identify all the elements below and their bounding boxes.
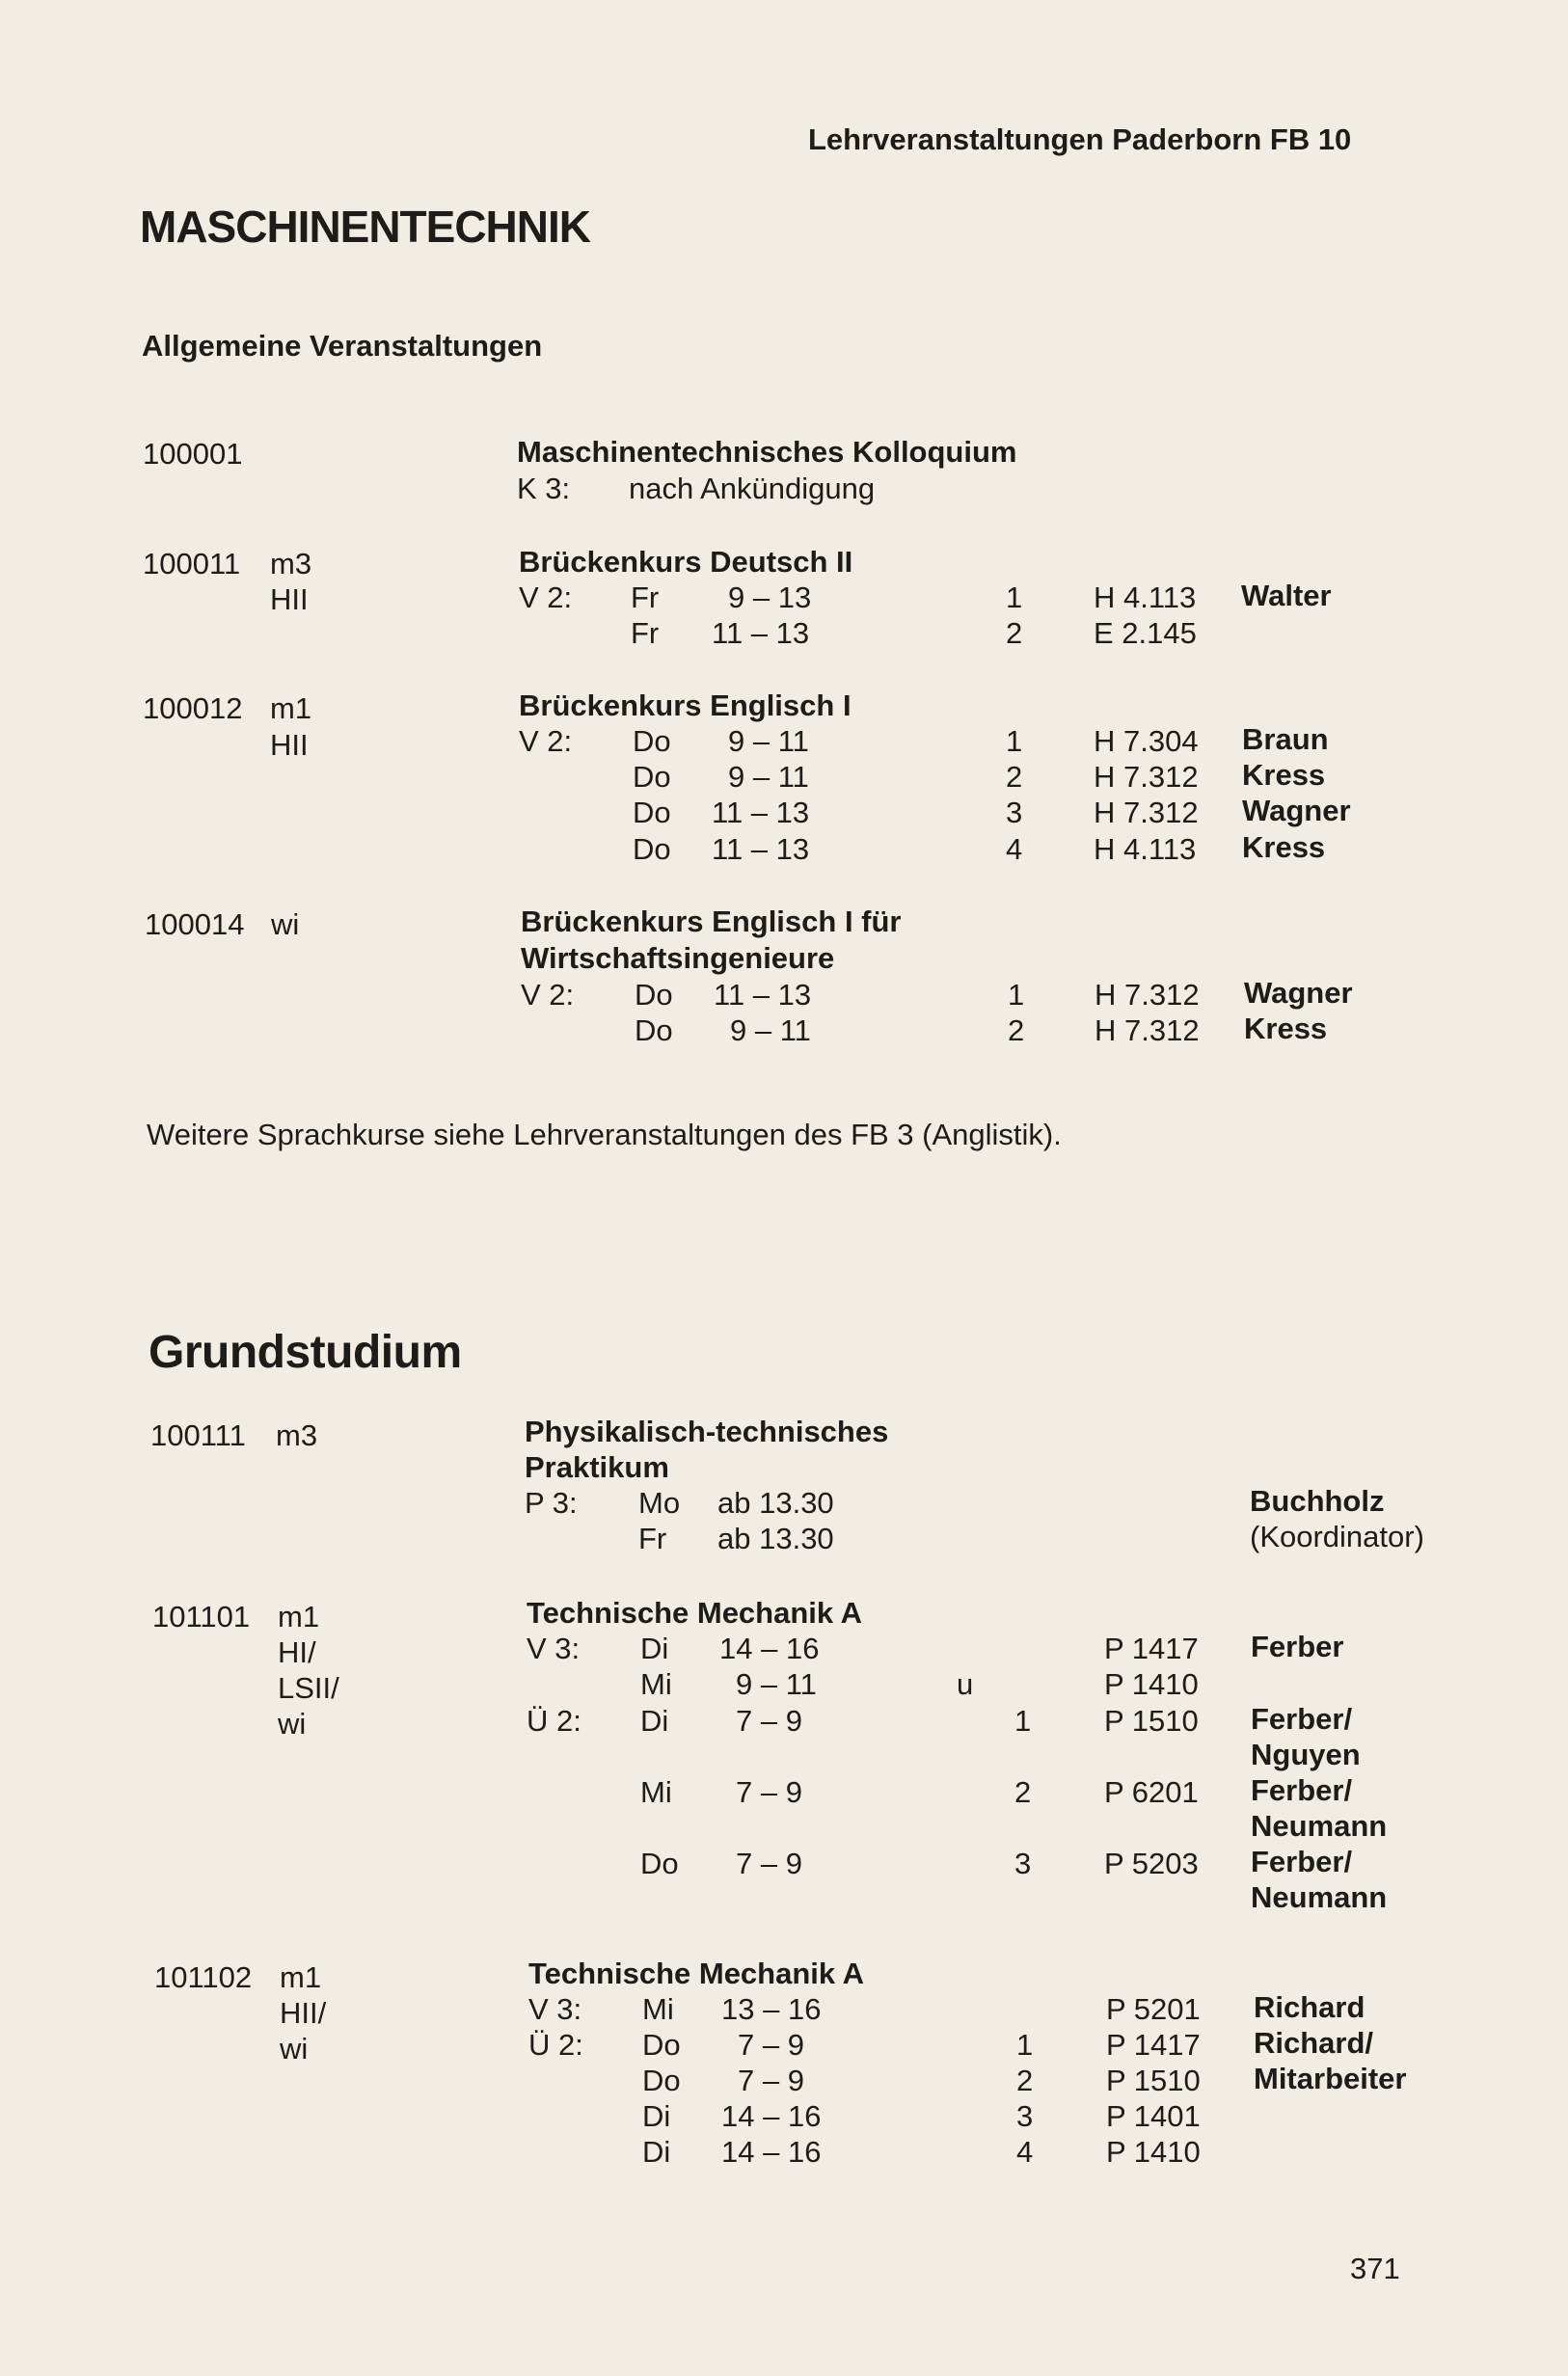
course-title-line2: Wirtschaftsingenieure xyxy=(521,941,835,975)
session-room: P 5203 xyxy=(1104,1847,1199,1880)
session-group: 2 xyxy=(1008,1013,1025,1047)
session-day: Di xyxy=(640,1704,669,1738)
session-room: P 5201 xyxy=(1106,1992,1201,2026)
session-lecturer: Neumann xyxy=(1251,1880,1388,1914)
session-lecturer: Wagner xyxy=(1244,976,1353,1010)
session-room: P 1510 xyxy=(1104,1704,1199,1738)
session-lecturer: Braun xyxy=(1242,722,1329,756)
session-lecturer: Ferber/ xyxy=(1251,1845,1353,1878)
lecture-type: V 3: xyxy=(527,1632,581,1665)
exercise-type: Ü 2: xyxy=(528,2028,583,2062)
session-room: H 7.312 xyxy=(1095,1013,1200,1047)
course-extra: HII xyxy=(270,582,309,616)
session-group: 1 xyxy=(1006,724,1023,758)
session-day: Do xyxy=(642,2064,681,2097)
session-time: 7 – 9 xyxy=(736,1704,802,1738)
course-title: Brückenkurs Deutsch II xyxy=(519,545,853,579)
session-group: 2 xyxy=(1006,616,1023,650)
session-day: Do xyxy=(635,978,673,1012)
session-day: Di xyxy=(640,1632,669,1665)
session-lecturer: Ferber/ xyxy=(1251,1773,1353,1807)
course-code: m3 xyxy=(276,1418,318,1452)
course-type: P 3: xyxy=(525,1486,578,1520)
session-room: H 4.113 xyxy=(1094,580,1197,614)
course-number: 100011 xyxy=(143,547,241,580)
course-title: Technische Mechanik A xyxy=(528,1957,864,1990)
session-group: u xyxy=(957,1667,974,1701)
session-lecturer: Kress xyxy=(1242,758,1326,792)
session-time: 11 – 13 xyxy=(712,832,810,866)
session-day: Do xyxy=(633,832,671,866)
course-type: V 2: xyxy=(519,724,573,758)
session-group: 2 xyxy=(1006,760,1023,794)
course-number: 100012 xyxy=(143,691,243,725)
session-room: P 1410 xyxy=(1106,2135,1201,2169)
session-lecturer: Ferber/ xyxy=(1251,1702,1353,1736)
course-code: LSII/ xyxy=(278,1671,339,1705)
session-group: 3 xyxy=(1016,2099,1034,2133)
course-title: Maschinentechnisches Kolloquium xyxy=(517,435,1017,469)
session-time: 7 – 9 xyxy=(738,2028,804,2062)
section-title: MASCHINENTECHNIK xyxy=(140,202,590,252)
session-time: 9 – 11 xyxy=(728,760,809,794)
session-lecturer: Nguyen xyxy=(1251,1738,1361,1771)
session-time: 7 – 9 xyxy=(738,2064,804,2097)
session-room: H 7.304 xyxy=(1094,724,1199,758)
exercise-type: Ü 2: xyxy=(527,1704,581,1738)
lecturer-role: (Koordinator) xyxy=(1250,1520,1424,1553)
session-group: 2 xyxy=(1016,2064,1034,2097)
session-group: 1 xyxy=(1014,1704,1032,1738)
session-time: 7 – 9 xyxy=(736,1847,802,1880)
session-time: 11 – 13 xyxy=(712,616,810,650)
session-room: H 7.312 xyxy=(1094,760,1199,794)
session-day: Do xyxy=(633,724,671,758)
session-lecturer: Kress xyxy=(1242,830,1326,864)
page-number: 371 xyxy=(1350,2252,1400,2285)
session-group: 4 xyxy=(1006,832,1023,866)
course-number: 101102 xyxy=(154,1960,253,1994)
session-day: Do xyxy=(640,1847,679,1880)
session-room: H 7.312 xyxy=(1095,978,1200,1012)
session-lecturer: Richard/ xyxy=(1254,2026,1374,2060)
session-lecturer: Ferber xyxy=(1251,1630,1344,1663)
session-day: Fr xyxy=(631,616,660,650)
course-code: m1 xyxy=(270,691,312,725)
session-day: Mi xyxy=(642,1992,674,2026)
course-title-line2: Praktikum xyxy=(525,1450,669,1484)
language-courses-note: Weitere Sprachkurse siehe Lehrveranstaltungen des FB 3 (Anglistik). xyxy=(147,1118,1062,1151)
course-code: m3 xyxy=(270,547,312,580)
session-group: 4 xyxy=(1016,2135,1034,2169)
session-day: Do xyxy=(633,760,671,794)
course-code: HII/ xyxy=(280,1996,327,2030)
session-day: Fr xyxy=(638,1522,667,1555)
session-room: P 1410 xyxy=(1104,1667,1199,1701)
session-time: 7 – 9 xyxy=(736,1775,802,1809)
session-group: 1 xyxy=(1016,2028,1034,2062)
session-room: P 1417 xyxy=(1106,2028,1201,2062)
course-type: V 2: xyxy=(521,978,575,1012)
session-lecturer: Wagner xyxy=(1242,794,1351,827)
session-time: 14 – 16 xyxy=(721,2099,822,2133)
session-day: Mo xyxy=(638,1486,681,1520)
session-day: Do xyxy=(635,1013,673,1047)
session-day: Di xyxy=(642,2135,671,2169)
session-day: Mi xyxy=(640,1667,672,1701)
session-time: ab 13.30 xyxy=(717,1486,834,1520)
course-type: V 2: xyxy=(519,580,573,614)
session-day: Do xyxy=(642,2028,681,2062)
session-room: P 1510 xyxy=(1106,2064,1201,2097)
session-room: P 6201 xyxy=(1104,1775,1199,1809)
course-code: wi xyxy=(271,907,300,941)
lecture-type: V 3: xyxy=(528,1992,582,2026)
session-day: Fr xyxy=(631,580,660,614)
course-number: 100014 xyxy=(145,907,245,941)
session-room: P 1401 xyxy=(1106,2099,1201,2133)
course-code: HI/ xyxy=(278,1635,316,1669)
session-day: Do xyxy=(633,796,671,829)
course-note: nach Ankündigung xyxy=(629,472,876,505)
session-time: 14 – 16 xyxy=(721,2135,822,2169)
course-title-line1: Brückenkurs Englisch I für xyxy=(521,904,902,938)
running-header: Lehrveranstaltungen Paderborn FB 10 xyxy=(808,122,1352,156)
session-lecturer: Richard xyxy=(1254,1990,1365,2024)
session-time: 9 – 13 xyxy=(728,580,812,614)
session-group: 1 xyxy=(1006,580,1023,614)
course-type: K 3: xyxy=(517,472,571,505)
session-lecturer: Mitarbeiter xyxy=(1254,2062,1407,2095)
course-number: 101101 xyxy=(152,1600,251,1634)
session-time: 11 – 13 xyxy=(714,978,812,1012)
session-group: 3 xyxy=(1006,796,1023,829)
course-code: m1 xyxy=(280,1960,322,1994)
grundstudium-heading: Grundstudium xyxy=(149,1327,462,1378)
session-time: 14 – 16 xyxy=(719,1632,820,1665)
session-time: 11 – 13 xyxy=(712,796,810,829)
session-day: Di xyxy=(642,2099,671,2133)
session-group: 1 xyxy=(1008,978,1025,1012)
session-room: P 1417 xyxy=(1104,1632,1199,1665)
course-code: wi xyxy=(278,1707,307,1741)
course-title: Technische Mechanik A xyxy=(527,1596,862,1630)
course-title-line1: Physikalisch-technisches xyxy=(525,1415,889,1448)
session-group: 3 xyxy=(1014,1847,1032,1880)
session-lecturer: Walter xyxy=(1241,579,1332,612)
section-subtitle: Allgemeine Veranstaltungen xyxy=(142,329,543,363)
session-time: ab 13.30 xyxy=(717,1522,834,1555)
course-extra: HII xyxy=(270,728,309,762)
session-group: 2 xyxy=(1014,1775,1032,1809)
session-day: Mi xyxy=(640,1775,672,1809)
course-code: wi xyxy=(280,2032,309,2066)
session-room: H 7.312 xyxy=(1094,796,1199,829)
session-time: 9 – 11 xyxy=(728,724,809,758)
course-code: m1 xyxy=(278,1600,320,1634)
session-lecturer: Kress xyxy=(1244,1012,1328,1045)
course-number: 100111 xyxy=(150,1418,246,1452)
course-number: 100001 xyxy=(143,437,243,471)
session-room: E 2.145 xyxy=(1094,616,1197,650)
session-time: 13 – 16 xyxy=(721,1992,822,2026)
session-lecturer: Neumann xyxy=(1251,1809,1388,1843)
course-title: Brückenkurs Englisch I xyxy=(519,688,852,722)
session-time: 9 – 11 xyxy=(730,1013,811,1047)
session-time: 9 – 11 xyxy=(736,1667,817,1701)
course-lecturer: Buchholz xyxy=(1250,1484,1385,1518)
session-room: H 4.113 xyxy=(1094,832,1197,866)
